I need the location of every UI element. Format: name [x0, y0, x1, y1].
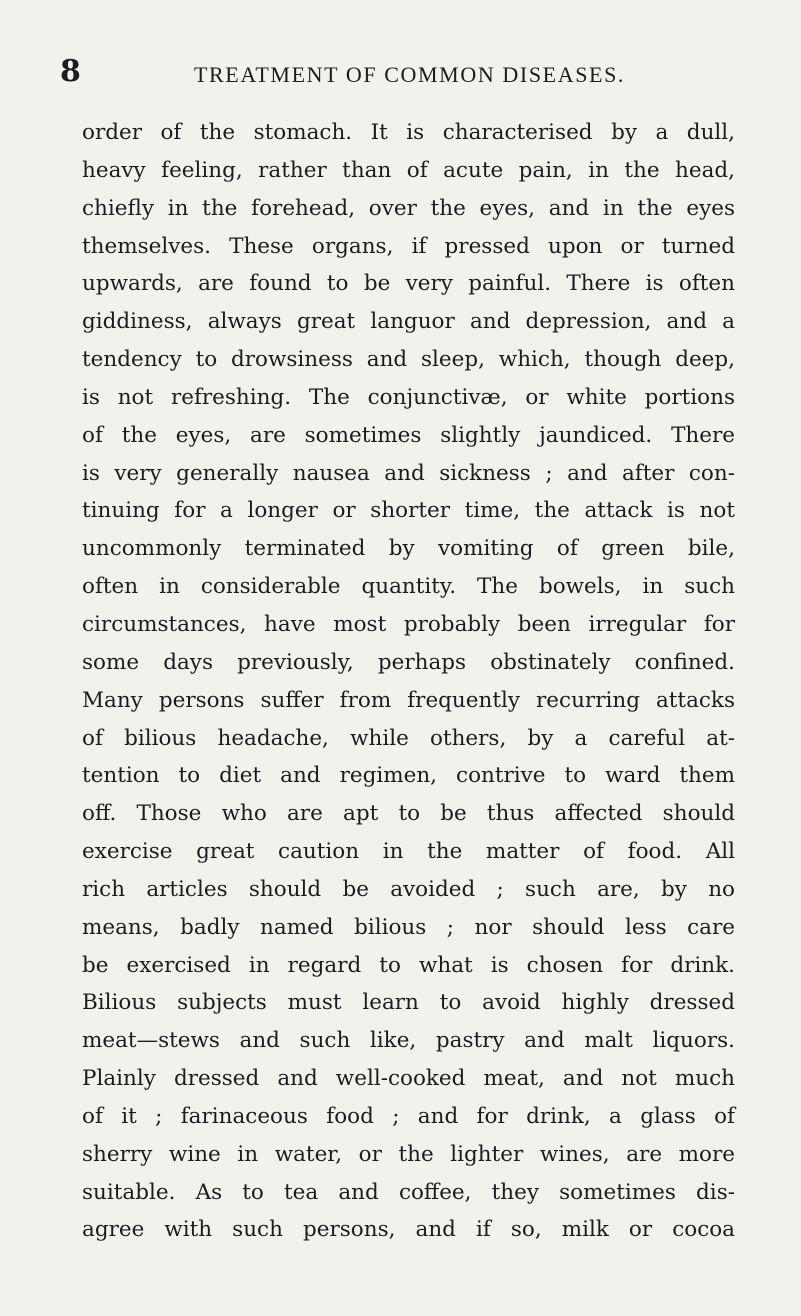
page-number: 8 [60, 54, 81, 89]
body-text [82, 114, 735, 1249]
text-line: tention to diet and regimen, contrive to ward them [82, 763, 735, 789]
text-line: tendency to drowsiness and sleep, which, though deep, [82, 347, 735, 373]
text-line: circumstances, have most probably been irregular for [82, 611, 735, 637]
text-line: some days previously, perhaps obstinately confined. [82, 649, 735, 675]
text-line: is not refreshing. The conjunctivæ, or white portions [82, 384, 735, 410]
text-line: upwards, are found to be very painful. There is often [82, 271, 735, 297]
text-line: chiefly in the forehead, over the eyes, and in the eyes [82, 195, 735, 221]
text-line: Bilious subjects must learn to avoid highly dressed [82, 990, 735, 1016]
text-line: of bilious headache, while others, by a careful at- [82, 725, 735, 751]
text-line: rich articles should be avoided ; such are, by no [82, 876, 735, 902]
text-line: be exercised in regard to what is chosen for drink. [82, 952, 735, 978]
text-line: sherry wine in water, or the lighter wines, are more [82, 1141, 735, 1167]
text-line: means, badly named bilious ; nor should less care [82, 914, 735, 940]
text-line: is very generally nausea and sickness ; and after con- [82, 460, 735, 486]
text-line: agree with such persons, and if so, milk or cocoa [82, 1217, 735, 1243]
text-line: exercise great caution in the matter of food. All [82, 839, 735, 865]
text-line: order of the stomach. It is characterised by a dull, [82, 120, 735, 145]
text-line: themselves. These organs, if pressed upon or turned [82, 233, 735, 259]
text-line: of it ; farinaceous food ; and for drink, a glass of [82, 1103, 735, 1129]
text-line: heavy feeling, rather than of acute pain, in the head, [82, 157, 735, 183]
running-head [60, 52, 719, 92]
text-line: off. Those who are apt to be thus affected should [82, 801, 735, 827]
text-line: Plainly dressed and well-cooked meat, and not much [82, 1066, 735, 1092]
text-line: of the eyes, are sometimes slightly jaundiced. There [82, 422, 735, 448]
text-line: Many persons suffer from frequently recurring attacks [82, 687, 735, 713]
text-line: tinuing for a longer or shorter time, the attack is not [82, 498, 735, 524]
running-head-title: TREATMENT OF COMMON DISEASES. [193, 62, 626, 87]
text-line: suitable. As to tea and coffee, they sometimes dis- [82, 1179, 735, 1205]
text-line: often in considerable quantity. The bowels, in such [82, 574, 735, 600]
text-line: meat—stews and such like, pastry and malt liquors. [82, 1028, 735, 1054]
text-line: giddiness, always great languor and depression, and a [82, 309, 735, 335]
text-line: uncommonly terminated by vomiting of green bile, [82, 536, 735, 562]
